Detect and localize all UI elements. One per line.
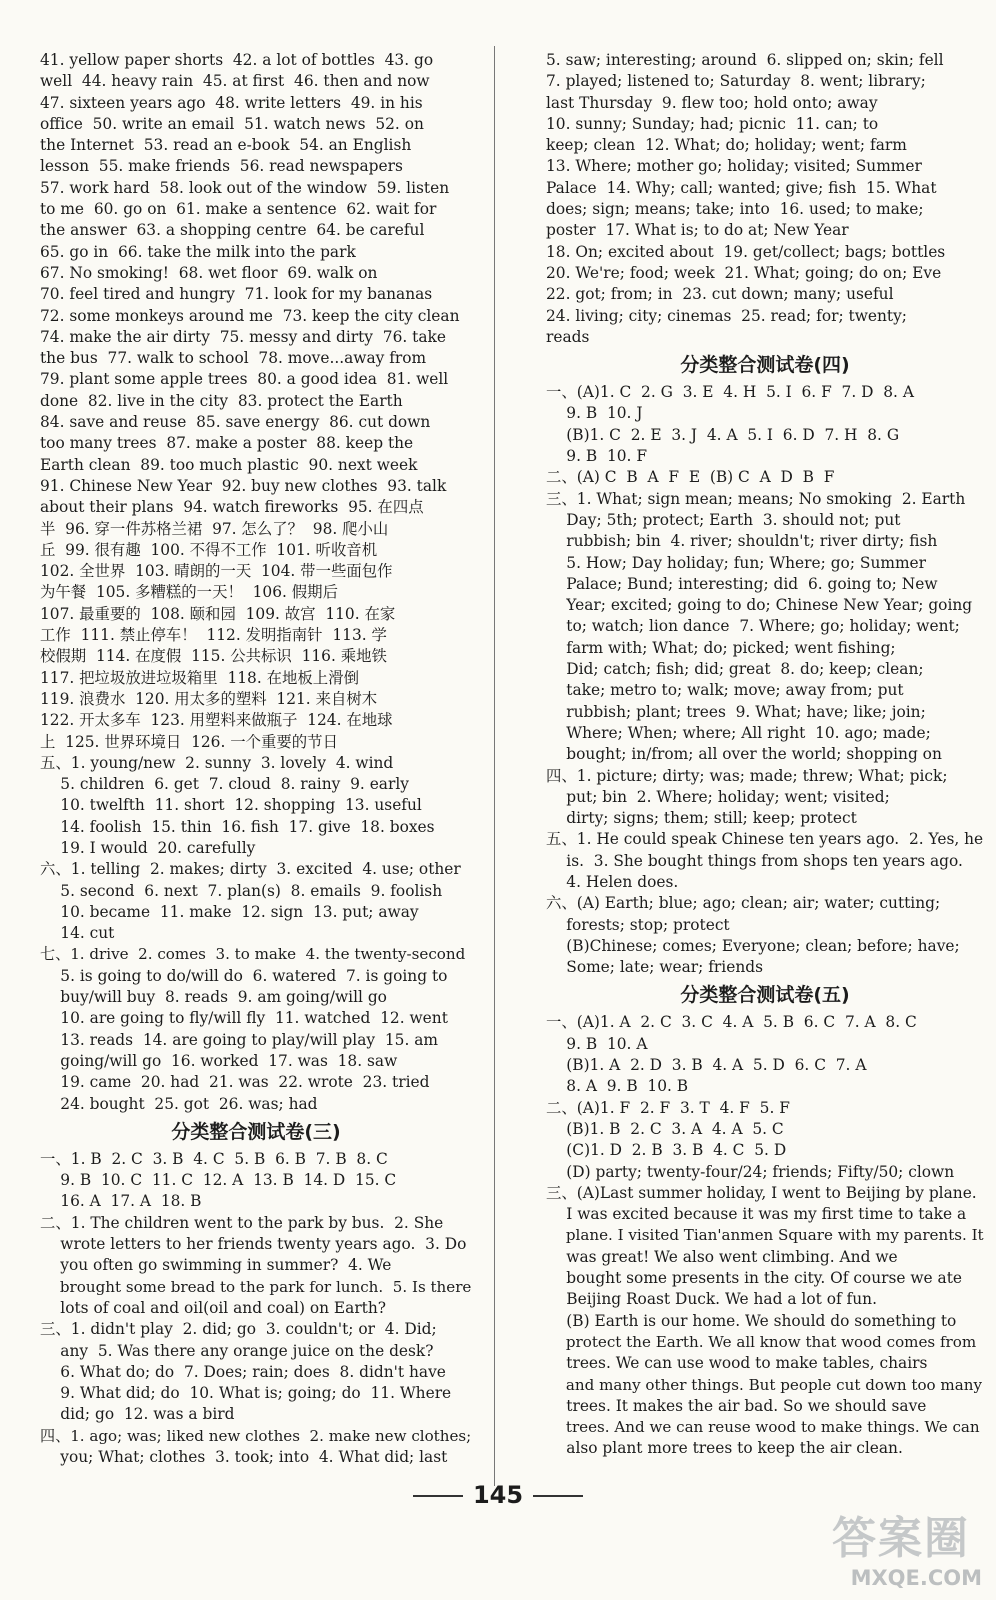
answer-line: also plant more trees to keep the air clean.	[546, 1439, 903, 1458]
answer-line: and many other things. But people cut down too many	[546, 1375, 982, 1394]
answer-line: poster 17. What is; to do at; New Year	[546, 221, 849, 240]
answer-line: put; bin 2. Where; holiday; went; visited;	[546, 787, 890, 806]
answer-line: any 5. Was there any orange juice on the desk?	[40, 1341, 434, 1360]
answer-line: 5. saw; interesting; around 6. slipped on; skin; fell	[546, 51, 944, 69]
answer-line: Year; excited; going to do; Chinese New Year; going	[546, 596, 973, 615]
answer-line: 91. Chinese New Year 92. buy new clothes 93. talk	[40, 476, 447, 495]
answer-line: 六、(A) Earth; blue; ago; clean; air; water; cutting;	[546, 894, 941, 913]
answer-line: 9. B 10. A	[546, 1034, 648, 1053]
section-heading: 分类整合测试卷(五)	[680, 984, 850, 1007]
answer-line: 二、(A) C B A F E (B) C A D B F	[546, 468, 835, 487]
answer-line: (B)1. B 2. C 3. A 4. A 5. C	[546, 1119, 784, 1138]
answer-line: 五、1. young/new 2. sunny 3. lovely 4. wind	[40, 753, 394, 772]
answer-line: 22. got; from; in 23. cut down; many; useful	[546, 285, 894, 304]
answer-line: the answer 63. a shopping centre 64. be careful	[40, 221, 425, 240]
answer-line: 三、(A)Last summer holiday, I went to Beijing by plane.	[546, 1183, 977, 1202]
page-number-dash-left	[413, 1495, 463, 1497]
answer-line: 16. A 17. A 18. B	[40, 1192, 202, 1211]
answer-line: (B) Earth is our home. We should do something to	[546, 1311, 957, 1330]
left-answer-column	[40, 50, 472, 1468]
answer-line: 84. save and reuse 85. save energy 86. cut down	[40, 413, 431, 432]
answer-line: 校假期 114. 在度假 115. 公共标识 116. 乘地铁	[40, 647, 387, 666]
answer-line: 一、(A)1. A 2. C 3. C 4. A 5. B 6. C 7. A 8. C	[546, 1013, 917, 1032]
watermark-logo	[832, 1502, 982, 1590]
answer-line: the bus 77. walk to school 78. move...away from	[40, 349, 427, 368]
answer-line: 57. work hard 58. look out of the window 59. listen	[40, 178, 450, 197]
answer-line: 9. B 10. F	[546, 447, 648, 466]
answer-line: 13. reads 14. are going to play/will play 15. am	[40, 1030, 438, 1049]
answer-line: 三、1. didn't play 2. did; go 3. couldn't; or 4. Did;	[40, 1320, 437, 1339]
answer-line: 七、1. drive 2. comes 3. to make 4. the twenty-second	[40, 945, 466, 964]
answer-line: reads	[546, 327, 590, 346]
answer-line: last Thursday 9. flew too; hold onto; away	[546, 93, 878, 112]
answer-line: keep; clean 12. What; do; holiday; went; farm	[546, 136, 907, 155]
answer-line: 74. make the air dirty 75. messy and dirty 76. take	[40, 327, 446, 346]
column-divider	[494, 46, 495, 1486]
answer-line: 119. 浪费水 120. 用太多的塑料 121. 来自树木	[40, 689, 378, 708]
answer-line: 13. Where; mother go; holiday; visited; Summer	[546, 157, 922, 176]
answer-line: 70. feel tired and hungry 71. look for my bananas	[40, 285, 433, 304]
answer-line: wrote letters to her friends twenty years ago. 3. Do	[40, 1235, 467, 1254]
answer-line: 4. Helen does.	[546, 872, 679, 891]
answer-line: 工作 111. 禁止停车！ 112. 发明指南针 113. 学	[40, 626, 387, 645]
answer-line: 9. What did; do 10. What is; going; do 11. Where	[40, 1384, 452, 1403]
answer-line: 24. bought 25. got 26. was; had	[40, 1094, 318, 1113]
answer-line: 10. sunny; Sunday; had; picnic 11. can; to	[546, 114, 879, 133]
answer-line: (B)1. A 2. D 3. B 4. A 5. D 6. C 7. A	[546, 1056, 867, 1075]
section-heading: 分类整合测试卷(三)	[171, 1120, 341, 1143]
right-answer-column	[546, 50, 984, 1460]
answer-line: Did; catch; fish; did; great 8. do; keep; clean;	[546, 660, 924, 679]
answer-line: trees. And we can reuse wood to make things. We can	[546, 1418, 980, 1437]
answer-line: 四、1. picture; dirty; was; made; threw; What; pick;	[546, 766, 948, 785]
answer-line: 六、1. telling 2. makes; dirty 3. excited 4. use; other	[40, 860, 461, 879]
answer-line: 122. 开太多车 123. 用塑料来做瓶子 124. 在地球	[40, 711, 393, 730]
answer-line: office 50. write an email 51. watch news 52. on	[40, 114, 424, 133]
answer-line: done 82. live in the city 83. protect the Earth	[40, 391, 403, 410]
answer-line: going/will go 16. worked 17. was 18. saw	[40, 1051, 398, 1070]
answer-line: plane. I visited Tian'anmen Square with my parents. It	[546, 1226, 984, 1245]
answer-line: rubbish; bin 4. river; shouldn't; river dirty; fish	[546, 532, 938, 551]
answer-line: trees. It makes the air bad. So we should save	[546, 1396, 927, 1415]
answer-line: Some; late; wear; friends	[546, 958, 763, 977]
watermark-mark: 答案圈	[832, 1513, 970, 1564]
answer-line: 9. B 10. J	[546, 404, 643, 423]
answer-line: (B)Chinese; comes; Everyone; clean; before; have;	[546, 936, 960, 955]
answer-line: trees. We can use wood to make tables, chairs	[546, 1354, 928, 1373]
answer-line: you often go swimming in summer? 4. We	[40, 1256, 392, 1275]
answer-line: 一、1. B 2. C 3. B 4. C 5. B 6. B 7. B 8. C	[40, 1149, 388, 1168]
answer-line: well 44. heavy rain 45. at first 46. then and now	[40, 72, 430, 91]
answer-line: 20. We're; food; week 21. What; going; do on; Eve	[546, 263, 942, 282]
answer-line: take; metro to; walk; move; away from; put	[546, 681, 904, 700]
answer-line: too many trees 87. make a poster 88. keep the	[40, 434, 414, 453]
answer-line: to me 60. go on 61. make a sentence 62. wait for	[40, 200, 437, 219]
answer-line: 65. go in 66. take the milk into the park	[40, 242, 356, 261]
answer-line: 79. plant some apple trees 80. a good idea 81. well	[40, 370, 449, 389]
answer-line: 47. sixteen years ago 48. write letters 49. in his	[40, 93, 423, 112]
answer-line: 24. living; city; cinemas 25. read; for; twenty;	[546, 306, 907, 325]
answer-line: protect the Earth. We all know that wood comes from	[546, 1332, 977, 1351]
answer-line: Palace 14. Why; call; wanted; give; fish 15. What	[546, 178, 937, 197]
answer-line: 10. are going to fly/will fly 11. watched 12. went	[40, 1009, 448, 1028]
answer-line: 半 96. 穿一件苏格兰裙 97. 怎么了？ 98. 爬小山	[40, 519, 389, 538]
answer-line: 5. How; Day holiday; fun; Where; go; Summer	[546, 553, 927, 572]
answer-line: 7. played; listened to; Saturday 8. went; library;	[546, 72, 926, 91]
answer-line: forests; stop; protect	[546, 915, 730, 934]
answer-line: 107. 最重要的 108. 颐和园 109. 故宫 110. 在家	[40, 604, 396, 623]
answer-line: 二、(A)1. F 2. F 3. T 4. F 5. F	[546, 1098, 790, 1117]
answer-line: 67. No smoking! 68. wet floor 69. walk on	[40, 263, 378, 282]
answer-line: 18. On; excited about 19. get/collect; bags; bottles	[546, 242, 946, 261]
answer-line: 为午餐 105. 多糟糕的一天！ 106. 假期后	[40, 583, 338, 602]
answer-line: Day; 5th; protect; Earth 3. should not; put	[546, 510, 901, 529]
watermark-site: MXQE.COM	[850, 1566, 982, 1590]
answer-line: lesson 55. make friends 56. read newspapers	[40, 157, 403, 176]
answer-line: 三、1. What; sign mean; means; No smoking 2. Earth	[546, 489, 966, 508]
answer-line: does; sign; means; take; into 16. used; to make;	[546, 200, 924, 219]
answer-line: brought some bread to the park for lunch. 5. Is there	[40, 1277, 472, 1296]
answer-line: 72. some monkeys around me 73. keep the city clean	[40, 306, 460, 325]
answer-line: the Internet 53. read an e-book 54. an English	[40, 136, 412, 155]
answer-line: 41. yellow paper shorts 42. a lot of bottles 43. go	[40, 51, 434, 69]
answer-line: 上 125. 世界环境日 126. 一个重要的节日	[40, 732, 338, 751]
answer-line: 丘 99. 很有趣 100. 不得不工作 101. 听收音机	[40, 540, 378, 559]
answer-line: farm with; What; do; picked; went fishing;	[546, 638, 896, 657]
answer-line: 二、1. The children went to the park by bus. 2. She	[40, 1213, 444, 1232]
answer-line: 五、1. He could speak Chinese ten years ago. 2. Yes, he	[546, 830, 984, 849]
answer-line: 10. became 11. make 12. sign 13. put; away	[40, 902, 419, 921]
answer-line: 8. A 9. B 10. B	[546, 1077, 689, 1096]
answer-line: 10. twelfth 11. short 12. shopping 13. useful	[40, 796, 422, 815]
answer-line: did; go 12. was a bird	[40, 1405, 235, 1424]
answer-line: (B)1. C 2. E 3. J 4. A 5. I 6. D 7. H 8. G	[546, 425, 900, 444]
answer-line: Palace; Bund; interesting; did 6. going to; New	[546, 574, 938, 593]
answer-line: Earth clean 89. too much plastic 90. next week	[40, 455, 418, 474]
answer-line: buy/will buy 8. reads 9. am going/will go	[40, 988, 387, 1007]
answer-line: rubbish; plant; trees 9. What; have; like; join;	[546, 702, 926, 721]
answer-line: 5. children 6. get 7. cloud 8. rainy 9. early	[40, 775, 409, 794]
answer-line: 一、(A)1. C 2. G 3. E 4. H 5. I 6. F 7. D 8. A	[546, 383, 914, 402]
answer-line: Beijing Roast Duck. We had a lot of fun.	[546, 1290, 877, 1309]
answer-line: lots of coal and oil(oil and coal) on Earth?	[40, 1298, 387, 1317]
answer-line: 14. cut	[40, 924, 115, 943]
page-number-value: 145	[472, 1481, 524, 1509]
answer-line: 117. 把垃圾放进垃圾箱里 118. 在地板上滑倒	[40, 668, 359, 687]
answer-line: to; watch; lion dance 7. Where; go; holiday; went;	[546, 617, 960, 636]
answer-line: 5. second 6. next 7. plan(s) 8. emails 9. foolish	[40, 881, 443, 900]
answer-line: you; What; clothes 3. took; into 4. What did; last	[40, 1448, 448, 1466]
answer-line: dirty; signs; them; still; keep; protect	[546, 809, 857, 828]
page-number-dash-right	[533, 1495, 583, 1497]
answer-line: (C)1. D 2. B 3. B 4. C 5. D	[546, 1141, 787, 1160]
answer-line: 5. is going to do/will do 6. watered 7. is going to	[40, 966, 448, 985]
answer-line: is. 3. She bought things from shops ten years ago.	[546, 851, 963, 870]
answer-line: 102. 全世界 103. 晴朗的一天 104. 带一些面包作	[40, 562, 393, 581]
answer-line: 19. I would 20. carefully	[40, 838, 256, 857]
answer-line: 14. foolish 15. thin 16. fish 17. give 18. boxes	[40, 817, 435, 836]
section-heading: 分类整合测试卷(四)	[680, 354, 850, 377]
answer-line: was great! We also went climbing. And we	[546, 1247, 898, 1266]
answer-line: bought some presents in the city. Of course we ate	[546, 1269, 963, 1288]
answer-line: 6. What do; do 7. Does; rain; does 8. didn't have	[40, 1362, 446, 1381]
answer-line: I was excited because it was my first time to take a	[546, 1205, 967, 1224]
answer-line: 四、1. ago; was; liked new clothes 2. make new clothes;	[40, 1426, 472, 1445]
answer-line: about their plans 94. watch fireworks 95. 在四点	[40, 498, 424, 517]
answer-line: 9. B 10. C 11. C 12. A 13. B 14. D 15. C	[40, 1171, 397, 1190]
answer-line: 19. came 20. had 21. was 22. wrote 23. tried	[40, 1073, 430, 1092]
answer-line: Where; When; where; All right 10. ago; made;	[546, 723, 931, 742]
answer-line: bought; in/from; all over the world; shopping on	[546, 745, 942, 764]
answer-line: (D) party; twenty-four/24; friends; Fifty/50; clown	[546, 1162, 955, 1181]
